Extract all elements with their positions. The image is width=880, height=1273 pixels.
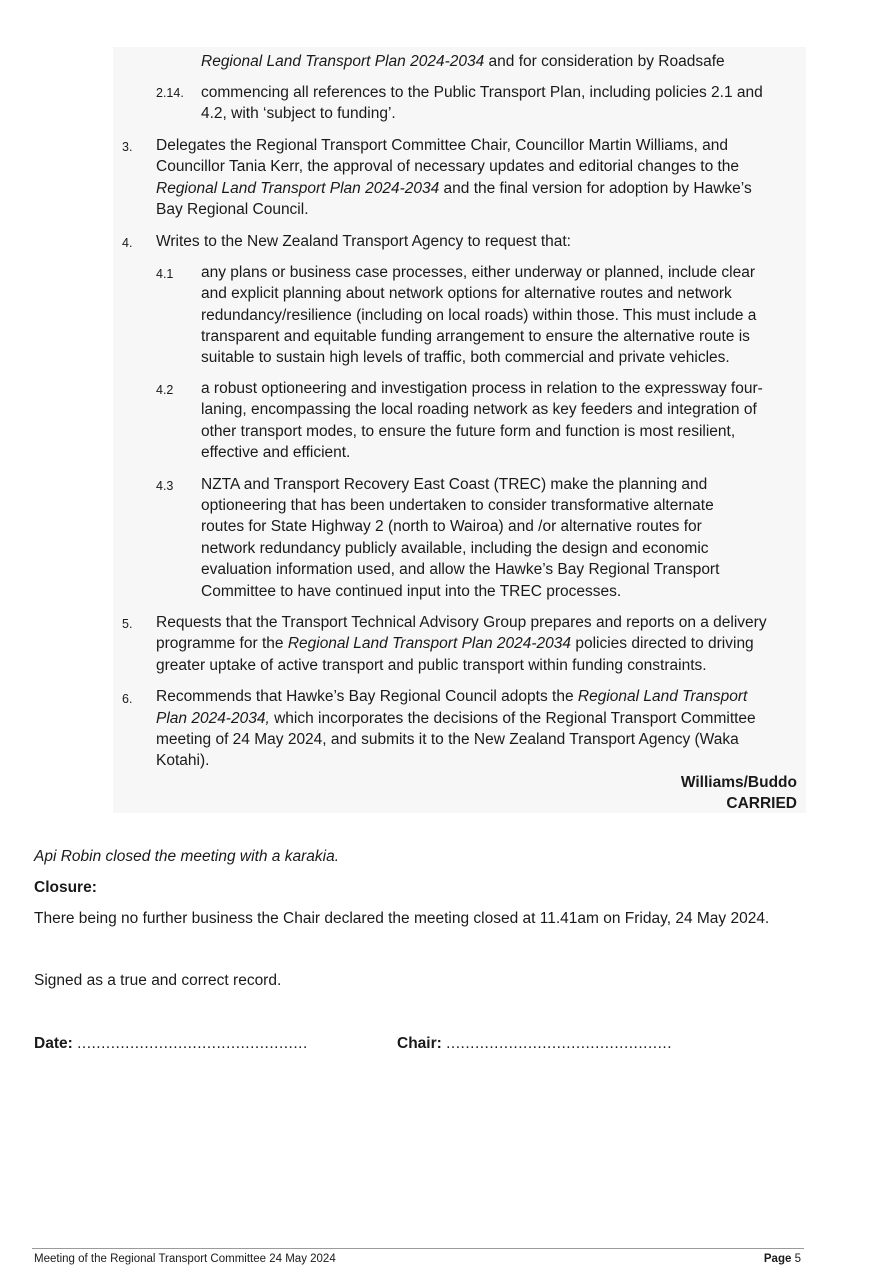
item-number-2-14: 2.14. bbox=[156, 86, 184, 100]
item-6-line-3: meeting of 24 May 2024, and submits it to the New Zealand Transport Agency (Waka bbox=[156, 731, 739, 748]
chair-signature-field bbox=[397, 1033, 672, 1055]
item-4-1-line-2: and explicit planning about network options for alternative routes and network bbox=[201, 285, 732, 302]
item-number-4-3: 4.3 bbox=[156, 479, 174, 493]
item-4-3-line-3: routes for State Highway 2 (north to Wairoa) and /or alternative routes for bbox=[201, 518, 702, 535]
item-6-line-4: Kotahi). bbox=[156, 752, 210, 769]
date-dots: ................................................ bbox=[77, 1035, 308, 1052]
item-4-3-line-6: Committee to have continued input into the TREC processes. bbox=[201, 583, 622, 600]
item-4-2-line-3: other transport modes, to ensure the future form and function is most resilient, bbox=[201, 423, 736, 440]
item-2-13-continuation: Regional Land Transport Plan 2024-2034 and for consideration by Roadsafe bbox=[201, 53, 725, 70]
item-4-1-line-5: suitable to sustain high levels of traffic, both commercial and private vehicles. bbox=[201, 349, 730, 366]
item-5-line-3: greater uptake of active transport and public transport within funding constraints. bbox=[156, 657, 707, 674]
item-2-14-line-1: commencing all references to the Public Transport Plan, including policies 2.1 and bbox=[201, 84, 763, 101]
closure-heading: Closure: bbox=[34, 879, 97, 896]
item-4-3-line-1: NZTA and Transport Recovery East Coast (TREC) make the planning and bbox=[201, 476, 708, 493]
date-label: Date: bbox=[34, 1035, 73, 1052]
item-3-line-4: Bay Regional Council. bbox=[156, 201, 309, 218]
item-number-5: 5. bbox=[122, 617, 133, 631]
item-3-line-1: Delegates the Regional Transport Committee Chair, Councillor Martin Williams, and bbox=[156, 137, 729, 154]
footer-page-number: Page 5 bbox=[763, 1253, 801, 1265]
item-4-3-line-2: optioneering that has been undertaken to consider transformative alternate bbox=[201, 497, 714, 514]
chair-label: Chair: bbox=[397, 1035, 442, 1052]
chair-dots: ............................................... bbox=[446, 1035, 673, 1052]
item-4-3-line-5: evaluation information used, and allow the Hawke’s Bay Regional Transport bbox=[201, 561, 720, 578]
item-number-4: 4. bbox=[122, 236, 133, 250]
item-4-text: Writes to the New Zealand Transport Agency to request that: bbox=[156, 233, 571, 250]
item-5-line-2: programme for the Regional Land Transport Plan 2024-2034 policies directed to driving bbox=[156, 635, 754, 652]
footer-divider bbox=[32, 1248, 804, 1249]
resolution-movers: Williams/Buddo bbox=[680, 774, 797, 791]
date-signature-field bbox=[34, 1033, 308, 1055]
item-4-2-line-4: effective and efficient. bbox=[201, 444, 351, 461]
item-5-line-1: Requests that the Transport Technical Advisory Group prepares and reports on a delivery bbox=[156, 614, 767, 631]
item-4-2-line-1: a robust optioneering and investigation process in relation to the expressway four- bbox=[201, 380, 763, 397]
signed-record-text: Signed as a true and correct record. bbox=[34, 972, 282, 989]
item-2-14-line-2: 4.2, with ‘subject to funding’. bbox=[201, 105, 396, 122]
item-number-3: 3. bbox=[122, 140, 133, 154]
item-number-4-1: 4.1 bbox=[156, 267, 174, 281]
item-6-line-2: Plan 2024-2034, which incorporates the decisions of the Regional Transport Committee bbox=[156, 710, 756, 727]
item-3-line-3: Regional Land Transport Plan 2024-2034 and the final version for adoption by Hawke’s bbox=[156, 180, 752, 197]
item-number-4-2: 4.2 bbox=[156, 383, 174, 397]
item-6-line-1: Recommends that Hawke’s Bay Regional Council adopts the Regional Land Transport bbox=[156, 688, 748, 705]
item-number-6: 6. bbox=[122, 692, 133, 706]
item-4-1-line-4: transparent and equitable funding arrangement to ensure the alternative route is bbox=[201, 328, 750, 345]
footer-meeting-title: Meeting of the Regional Transport Committee 24 May 2024 bbox=[34, 1253, 336, 1265]
item-4-1-line-3: redundancy/resilience (including on local roads) within those. This must include a bbox=[201, 307, 757, 324]
item-4-3-line-4: network redundancy publicly available, including the design and economic bbox=[201, 540, 709, 557]
closing-karakia-text: Api Robin closed the meeting with a karakia. bbox=[34, 848, 339, 865]
item-4-1-line-1: any plans or business case processes, either underway or planned, include clear bbox=[201, 264, 756, 281]
item-4-2-line-2: laning, encompassing the local roading network as key feeders and integration of bbox=[201, 401, 757, 418]
closure-text: There being no further business the Chair declared the meeting closed at 11.41am on Friday, 24 May 2024. bbox=[34, 910, 770, 927]
item-3-line-2: Councillor Tania Kerr, the approval of necessary updates and editorial changes to the bbox=[156, 158, 740, 175]
resolution-status: CARRIED bbox=[726, 795, 797, 812]
